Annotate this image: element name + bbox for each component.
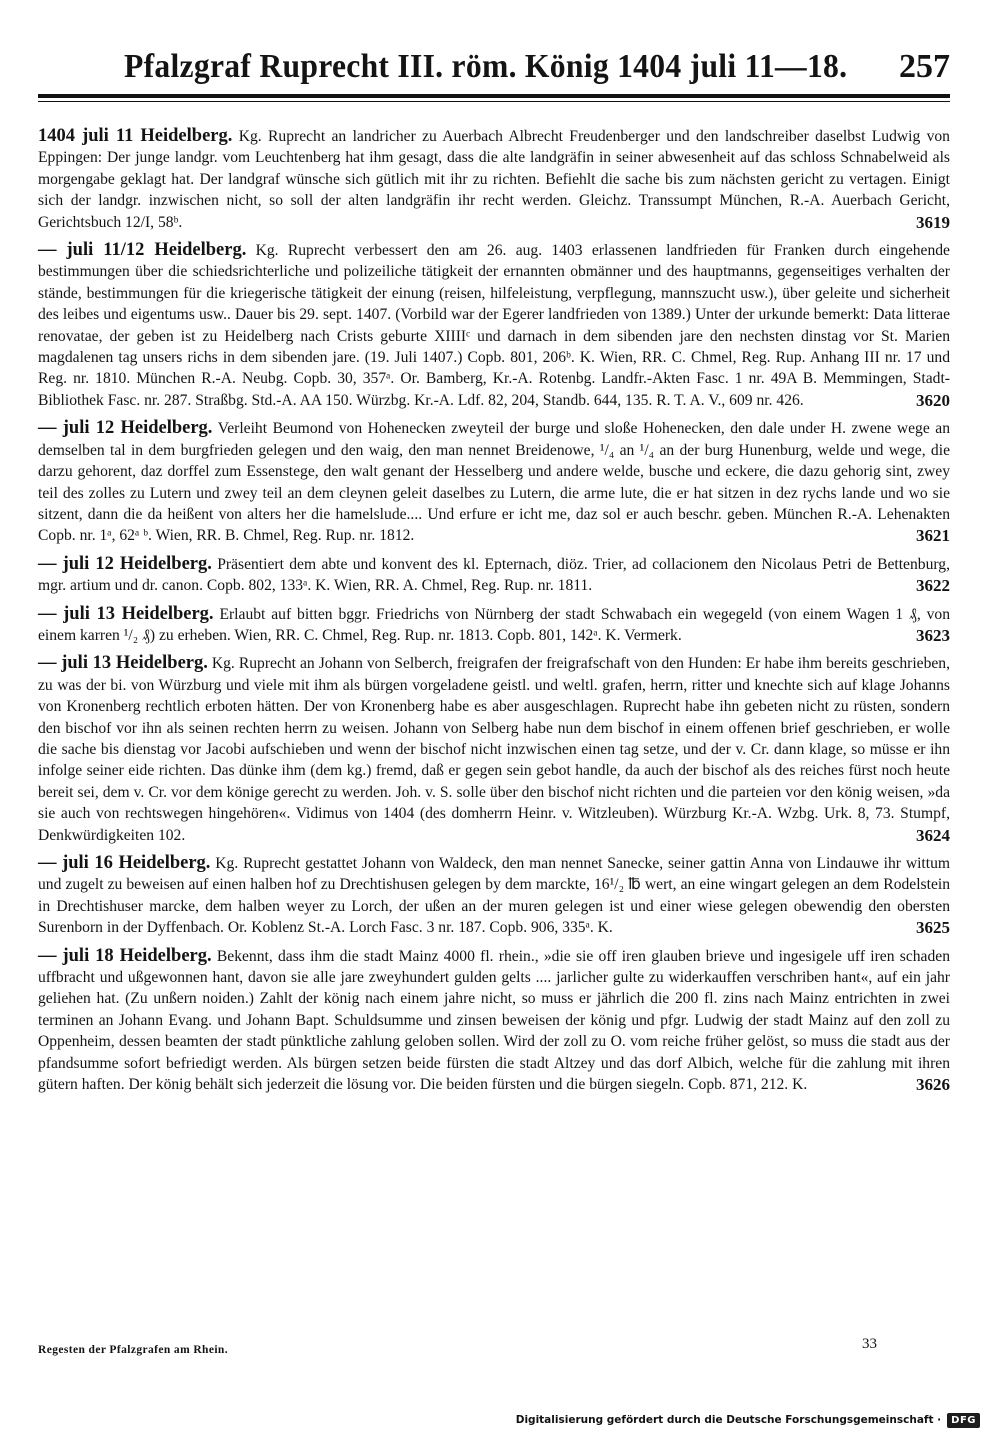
regest-entry — [38, 126, 950, 233]
running-header — [38, 44, 950, 88]
entry-date-place: — juli 11/12 Heidelberg. — [38, 240, 247, 261]
entry-number: 3625 — [916, 918, 950, 938]
dfg-logo: DFG — [947, 1413, 980, 1428]
page-title: Pfalzgraf Ruprecht III. röm. König 1404 juli 11—18. — [124, 48, 848, 85]
entry-number: 3620 — [916, 390, 950, 410]
entry-number: 3626 — [916, 1075, 950, 1095]
entry-text: Präsentiert dem abte und konvent des kl. Epternach, diöz. Trier, ad collacionem den Nicolaus Petri de Bettenburg, mgr. artium und dr. canon. Copb. 802, 133ᵃ. K. Wien, RR. A. Chmel, Reg. Rup. nr. 1811. — [38, 555, 950, 595]
regest-entry — [38, 946, 950, 1096]
page-number: 257 — [899, 48, 950, 85]
header-rule-thick — [38, 94, 950, 98]
dfg-credit-text: Digitalisierung gefördert durch die Deutsche Forschungsgemeinschaft · — [515, 1414, 942, 1426]
regest-entry — [38, 853, 950, 939]
printer-signature: 33 — [862, 1336, 877, 1352]
regest-entry — [38, 604, 950, 647]
entry-date-place: 1404 juli 11 Heidelberg. — [38, 126, 233, 146]
regest-entry — [38, 554, 950, 597]
entry-number: 3621 — [916, 526, 950, 546]
header-rule-thin — [38, 101, 950, 102]
entry-date-place: — juli 16 Heidelberg. — [38, 853, 211, 873]
entry-text: Kg. Ruprecht an landricher zu Auerbach Albrecht Freudenberger und den landschreiber daselbst Ludwig von Eppingen: Der junge landgr. vom Leuchtenberg hat ihm gesagt, dass die alte landgräfin in seiner abwesenheit auf das schloss Schnabelweid als morgengabe geklagt hat. Der landgraf wünsche sich gütlich mit ihr zu richten. Befiehlt die sache bis zum nächsten gericht zu vertagen. Einigt sich der landgr. inzwischen nicht, so soll der alten landgräfin ihr recht werden. Gleichz. Transsumpt München, R.-A. Auerbach Gericht, Gerichtsbuch 12/I, 58ᵇ. — [38, 128, 950, 231]
entry-date-place: — juli 13 Heidelberg. — [38, 603, 214, 624]
entry-date-place: — juli 12 Heidelberg. — [38, 418, 213, 439]
entry-number: 3619 — [916, 212, 950, 232]
regest-entry — [38, 240, 950, 411]
entry-number: 3623 — [916, 625, 950, 645]
dfg-credit — [516, 1410, 980, 1430]
entry-date-place: — juli 13 Heidelberg. — [38, 653, 208, 674]
entry-text: Verleiht Beumond von Hohenecken zweyteil der burge und sloße Hohenecken, den dale under H. zwene wege an demselben tal in dem burgfrieden gelegen und den waig, den man nennet Breidenowe, ¹/₄ an ¹/₄ an der burg Hunenburg, welde und wege, die darzu gehorent, daz dorffel zum Essenstege, den walt genant der Hesselberg und andere welde, busche und eckere, die dazu gehorig sint, zwey teil des zolles zu Lutern und zwey teil an dem cleynen geleit daselbes zu Lutern, die arme lute, die er hat sitzen in dez rychs lande und wo sie sitzent, dann die da heißent von alters her die hamelslude.... Und erfure er icht me, daz sol er auch beschr. geben. München R.-A. Lehenakten Copb. nr. 1ᵃ, 62ᵃ ᵇ. Wien, RR. B. Chmel, Reg. Rup. nr. 1812. — [38, 420, 950, 545]
entry-text: Kg. Ruprecht an Johann von Selberch, freigrafen der freigrafschaft von den Hunden: Er habe ihm bereits geschrieben, zu was der bi. von Würzburg und viele mit ihm als bürgen vorgeladene geistl. und weltl. grafen, herrn, ritter und knechte sich auf klage Johanns von Kronenberg rechtlich erboten hätten. Der von Kronenberg habe es aber ausgeschlagen. Ruprecht habe ihn gebeten nicht zu rüsten, sondern den bischof vor ihn als seinen rechten herrn zu weisen. Johann von Selberg habe nun dem bischof in einem offenen brief geschrieben, er wolle die sache bis dienstag vor Jacobi aufschieben und wenn der bischof nicht inzwischen einen tag setze, und der v. Cr. dann klage, so müsse er ihn infolge seiner eide richten. Das dünke ihm (dem kg.) fremd, daß er gegen sein gebot handle, da auch der bischof als des reiches fürst noch heute bereit sei, dem v. Cr. vor dem könige gerecht zu werden. Joh. v. S. solle über den bischof nicht richten und die parteien vor den könig weisen, »da sie auch von rechtswegen hingehören«. Vidimus von 1404 (des domherrn Heinr. v. Witzleuben). Würzburg Kr.-A. Wzbg. Urk. 8, 73. Stumpf, Denkwürdigkeiten 102. — [38, 655, 950, 844]
entry-date-place: — juli 12 Heidelberg. — [38, 553, 212, 574]
regest-entry — [38, 418, 950, 546]
entry-text: Kg. Ruprecht verbessert den am 26. aug. 1403 erlassenen landfrieden für Franken durch eingehende bestimmungen über die schiedsrichterliche und polizeiliche tätigkeit der ernannten obmänner und des hauptmanns, gegenseitiges verhalten der stände, bestimmungen für die kriegerische tätigkeit der einung (reisen, hilfeleistung, verpflegung, mannszucht usw.), über geleite und sicherheit des leibes und eigentums usw.. Dauer bis 29. sept. 1407. (Vorbild war der Egerer landfrieden von 1389.) Unter der urkunde bemerkt: Data litterae renovatae, der geben ist zu Heidelberg nach Crists geburte XIIIIᶜ und darnach in dem sibenden jare den nechsten dinstag vor St. Marien magdalenen tag unsers richs in dem sibenden jare. (19. Juli 1407.) Copb. 801, 206ᵇ. K. Wien, RR. C. Chmel, Reg. Rup. Anhang III nr. 17 und Reg. nr. 1810. München R.-A. Neubg. Copb. 30, 357ᵃ. Or. Bamberg, Kr.-A. Rotenbg. Landfr.-Akten Fasc. 1 nr. 49A B. Memmingen, Stadt-Bibliothek Fasc. nr. 287. Straßbg. Std.-A. AA 150. Würzbg. Kr.-A. Ldf. 82, 204, Standb. 644, 135. R. T. A. V., 609 nr. 426. — [38, 242, 950, 409]
regest-entry — [38, 653, 950, 846]
entry-number: 3622 — [916, 576, 950, 596]
entry-number: 3624 — [916, 825, 950, 845]
entry-text: Erlaubt auf bitten bggr. Friedrichs von Nürnberg der stadt Schwabach ein wegegeld (von einem Wagen 1 ₰, von einem karren ¹/₂ ₰) zu erheben. Wien, RR. C. Chmel, Reg. Rup. nr. 1813. Copb. 801, 142ᵃ. K. Vermerk. — [38, 605, 951, 644]
entry-text: Kg. Ruprecht gestattet Johann von Waldeck, den man nennet Sanecke, seiner gattin Anna von Lindauwe ihr wittum und zugelt zu beweisen auf einen halben hof zu Drechtishusen gelegen by dem marckte, 16¹/₂ ℔ wert, an eine wingart gelegen an dem Rodelstein in Drechtishuser marcke, dem halben weyer zu Lorch, der ußen an der muren gelegen ist und einer wiese gelegen obewendig den obersten Surenborn in der Dyffenbach. Or. Koblenz St.-A. Lorch Fasc. 3 nr. 187. Copb. 906, 335ᵃ. K. — [38, 855, 951, 937]
footer-book-title: Regesten der Pfalzgrafen am Rhein. — [38, 1344, 229, 1356]
entry-date-place: — juli 18 Heidelberg. — [38, 945, 212, 966]
entry-text: Bekennt, dass ihm die stadt Mainz 4000 fl. rhein., »die sie off iren glauben brieve und ingesigele uff iren schaden uffbracht und ußgewonnen hant, davon sie alle jare zweyhundert gulden gelts .... jarlicher gulte zu widerkauffen verschriben hant«, auf ein jahr geliehen hat. (Zu unßern noiden.) Zahlt der könig nach einem jahre nicht, so muss er jährlich die 200 fl. zins nach Mainz entrichten in zwei terminen an Johann Evang. und Johann Bapt. Schuldsumme und zinsen beweisen der könig und pfgr. Ludwig der stadt Mainz auf den zoll zu Oppenheim, dessen beamten der stadt pünktliche zahlung geloben sollen. Wird der zoll zu O. vom reiche früher gelöst, so muss die stadt aus der pfandsumme sofort befriedigt werden. Als bürgen setzen beide fürsten die stadt Altzey und das dorf Albich, welche für die zahlung mit ihren gütern haften. Der könig behält sich jederzeit die lösung vor. Die beiden fürsten und die bürgen siegeln. Copb. 871, 212. K. — [38, 947, 950, 1094]
regest-entries — [38, 126, 950, 1102]
